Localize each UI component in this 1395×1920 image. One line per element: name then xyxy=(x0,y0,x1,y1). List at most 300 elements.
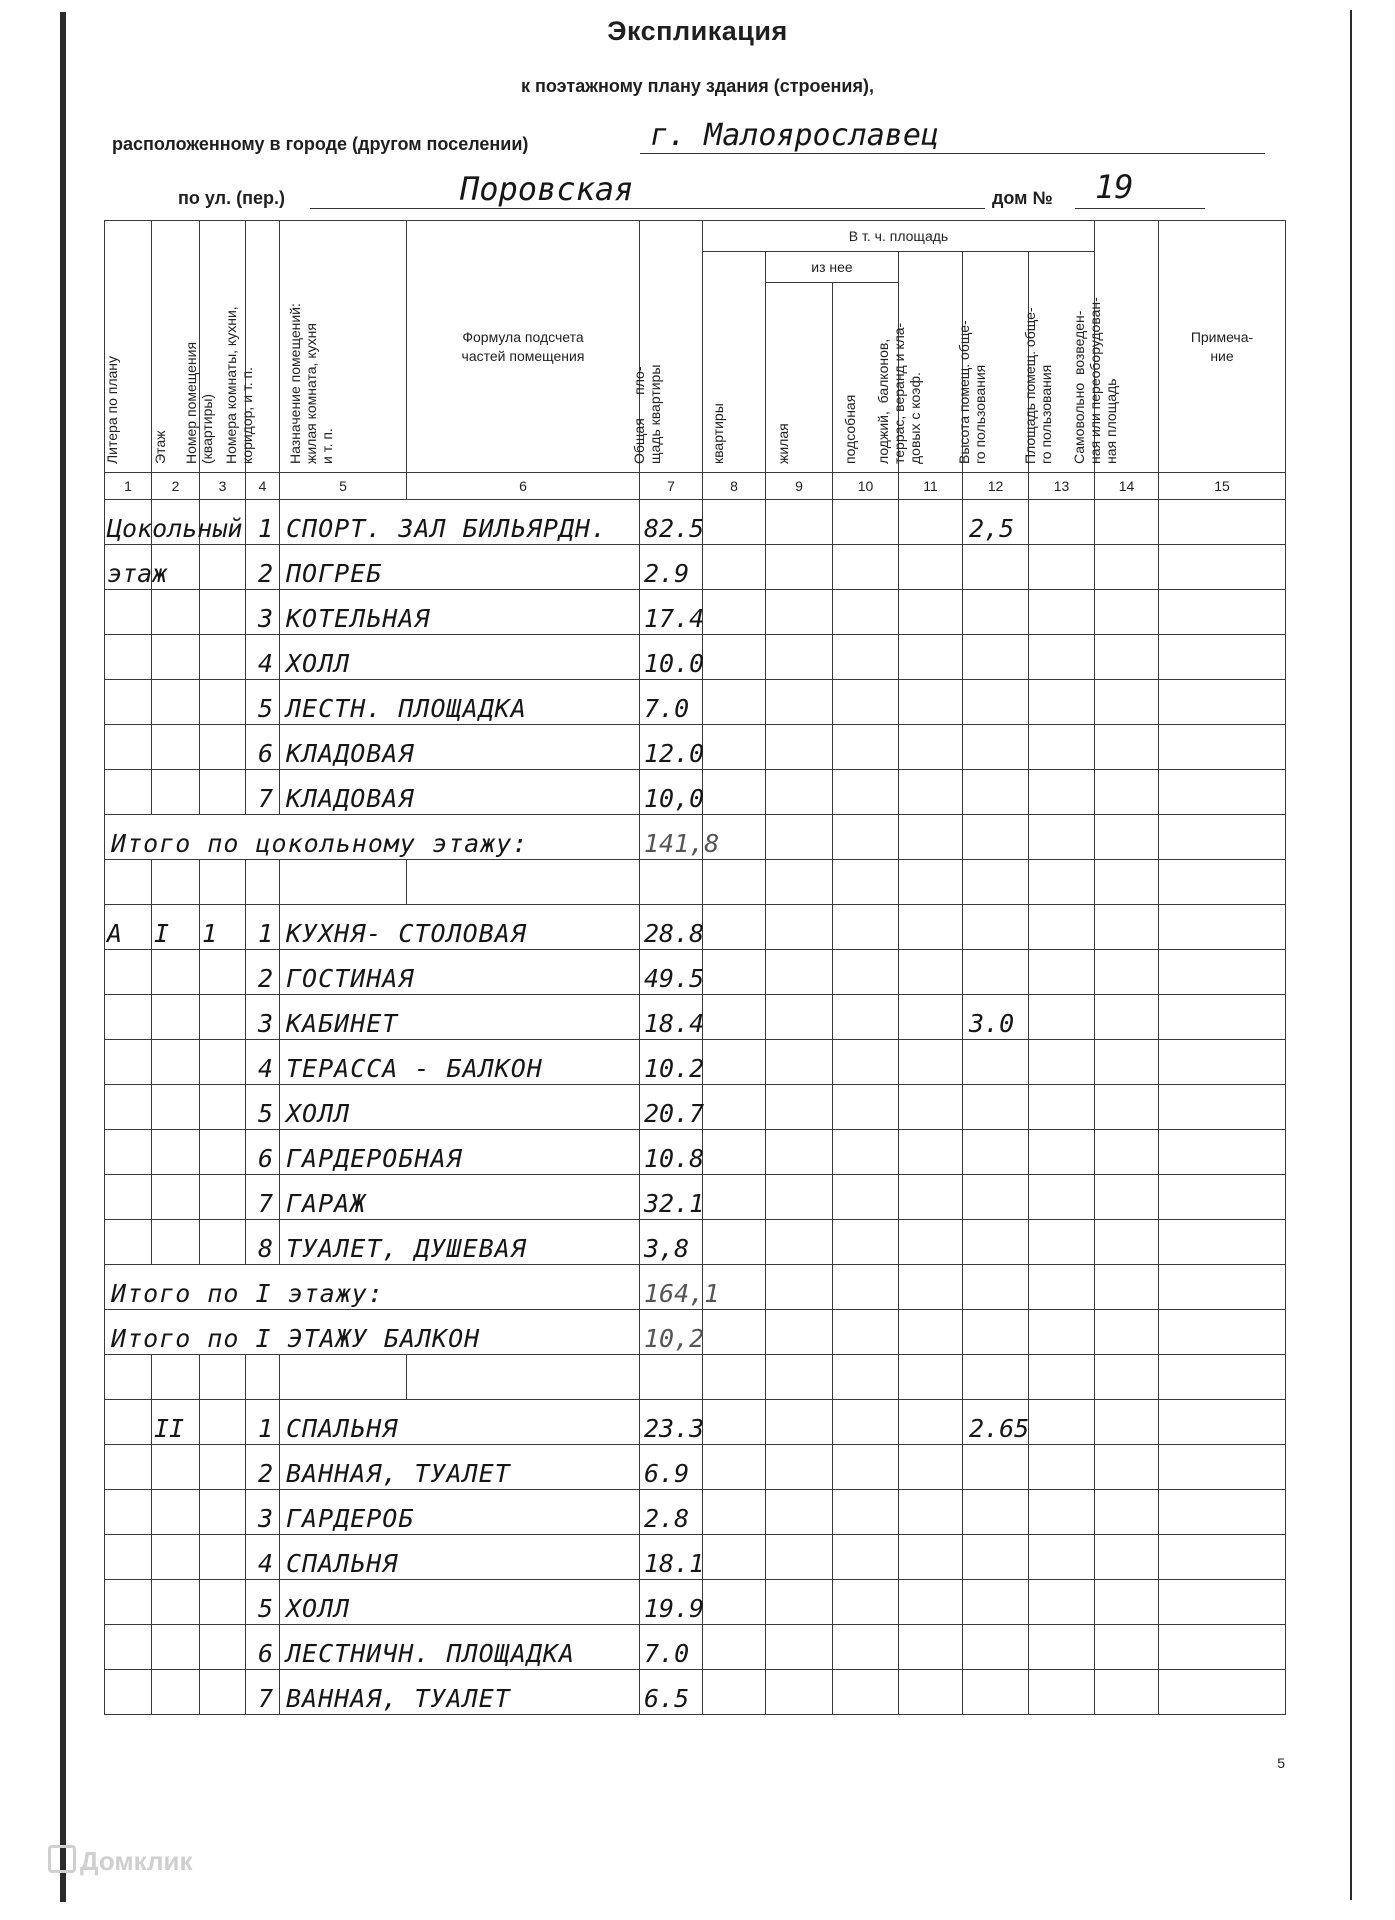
cell-literal: Цокольный xyxy=(105,500,152,545)
cell-height xyxy=(963,1040,1029,1085)
table-row xyxy=(105,1040,1286,1085)
empty-cell xyxy=(1159,635,1286,680)
city-label: расположенному в городе (другом поселении) xyxy=(112,134,529,154)
document-subtitle: к поэтажному плану здания (строения), xyxy=(521,76,874,96)
empty-cell xyxy=(1095,1400,1159,1445)
cell-apartment: 1 xyxy=(200,905,246,950)
col-header-2: Этаж xyxy=(152,221,200,473)
cell-total-area: 6.9 xyxy=(640,1445,703,1490)
cell-room-name: КЛАДОВАЯ xyxy=(280,725,640,770)
empty-cell xyxy=(899,1580,963,1625)
empty-cell xyxy=(833,1265,899,1310)
empty-cell xyxy=(152,860,200,905)
cell-height xyxy=(963,1175,1029,1220)
empty-cell xyxy=(1095,500,1159,545)
cell-floor xyxy=(152,1670,200,1715)
empty-cell xyxy=(1095,1535,1159,1580)
cell-height xyxy=(963,590,1029,635)
col-number-3: 3 xyxy=(200,473,246,500)
empty-cell xyxy=(1029,1535,1095,1580)
cell-apartment xyxy=(200,1400,246,1445)
empty-cell xyxy=(1159,770,1286,815)
empty-cell xyxy=(1095,1580,1159,1625)
empty-cell xyxy=(703,1220,766,1265)
empty-cell xyxy=(833,1130,899,1175)
cell-height xyxy=(963,1130,1029,1175)
cell-room-number: 1 xyxy=(246,905,280,950)
cell-room-name: ХОЛЛ xyxy=(280,1580,640,1625)
empty-cell xyxy=(1095,545,1159,590)
empty-cell xyxy=(1095,1040,1159,1085)
empty-cell xyxy=(899,995,963,1040)
empty-cell xyxy=(1095,590,1159,635)
cell-literal xyxy=(105,725,152,770)
empty-cell xyxy=(833,635,899,680)
empty-cell xyxy=(899,725,963,770)
cell-room-number: 6 xyxy=(246,1130,280,1175)
empty-cell xyxy=(833,1040,899,1085)
empty-cell xyxy=(1159,725,1286,770)
total-row xyxy=(105,815,1286,860)
cell-apartment xyxy=(200,725,246,770)
empty-cell xyxy=(1159,905,1286,950)
col-number-8: 8 xyxy=(703,473,766,500)
empty-cell xyxy=(1159,1625,1286,1670)
col-header-5: Назначение помещений: жилая комната, кухня и т. п. xyxy=(280,221,407,473)
empty-cell xyxy=(1029,500,1095,545)
empty-cell xyxy=(105,1355,152,1400)
cell-height xyxy=(963,1535,1029,1580)
table-row xyxy=(105,1535,1286,1580)
empty-cell xyxy=(899,1490,963,1535)
empty-cell xyxy=(833,860,899,905)
empty-cell xyxy=(833,725,899,770)
empty-cell xyxy=(766,590,833,635)
empty-cell xyxy=(766,1175,833,1220)
total-label: Итого по I этажу: xyxy=(105,1265,640,1310)
empty-cell xyxy=(1159,1175,1286,1220)
empty-cell xyxy=(1029,860,1095,905)
empty-cell xyxy=(280,1355,407,1400)
empty-cell xyxy=(703,1535,766,1580)
col-header-12: Высота помещ. обще- го пользования xyxy=(963,252,1029,473)
document-title: Экспликация xyxy=(607,16,788,46)
empty-cell xyxy=(899,1535,963,1580)
empty-cell xyxy=(899,1175,963,1220)
empty-cell xyxy=(200,860,246,905)
empty-cell xyxy=(1029,1400,1095,1445)
empty-cell xyxy=(1159,860,1286,905)
cell-literal xyxy=(105,1670,152,1715)
empty-cell xyxy=(1159,1535,1286,1580)
cell-room-number: 2 xyxy=(246,950,280,995)
cell-floor: I xyxy=(152,905,200,950)
cell-height xyxy=(963,1220,1029,1265)
empty-cell xyxy=(963,1310,1029,1355)
cell-apartment xyxy=(200,635,246,680)
cell-apartment xyxy=(200,1445,246,1490)
col-header-6: Формула подсчета частей помещения xyxy=(407,221,640,473)
cell-total-area: 10.8 xyxy=(640,1130,703,1175)
cell-floor xyxy=(152,1490,200,1535)
cell-literal xyxy=(105,1130,152,1175)
empty-cell xyxy=(1159,1220,1286,1265)
cell-height xyxy=(963,770,1029,815)
cell-apartment xyxy=(200,770,246,815)
table-row xyxy=(105,1130,1286,1175)
cell-literal xyxy=(105,1490,152,1535)
col-number-10: 10 xyxy=(833,473,899,500)
empty-cell xyxy=(766,1490,833,1535)
col-header-13: Площадь помещ. обще- го пользования xyxy=(1029,252,1095,473)
house-value: 19 xyxy=(1095,168,1134,206)
empty-cell xyxy=(833,1490,899,1535)
cell-literal xyxy=(105,680,152,725)
empty-cell xyxy=(899,1130,963,1175)
empty-cell xyxy=(1095,950,1159,995)
col-number-4: 4 xyxy=(246,473,280,500)
table-row xyxy=(105,590,1286,635)
cell-height xyxy=(963,1085,1029,1130)
empty-cell xyxy=(1159,680,1286,725)
cell-height xyxy=(963,680,1029,725)
cell-total-area: 49.5 xyxy=(640,950,703,995)
cell-literal xyxy=(105,1400,152,1445)
table-row xyxy=(105,1670,1286,1715)
cell-apartment xyxy=(200,995,246,1040)
cell-apartment xyxy=(200,1625,246,1670)
explication-table xyxy=(104,220,1286,1715)
watermark-logo-icon xyxy=(48,1845,76,1873)
empty-cell xyxy=(766,1400,833,1445)
col-number-15: 15 xyxy=(1159,473,1286,500)
empty-cell xyxy=(703,545,766,590)
col-header-1: Литера по плану xyxy=(105,221,152,473)
cell-height xyxy=(963,950,1029,995)
empty-cell xyxy=(1095,905,1159,950)
cell-room-number: 7 xyxy=(246,770,280,815)
empty-cell xyxy=(1029,590,1095,635)
empty-cell xyxy=(899,500,963,545)
empty-cell xyxy=(703,725,766,770)
cell-apartment xyxy=(200,1040,246,1085)
cell-room-name: ГОСТИНАЯ xyxy=(280,950,640,995)
empty-cell xyxy=(833,1580,899,1625)
empty-cell xyxy=(1095,635,1159,680)
empty-cell xyxy=(1029,1220,1095,1265)
cell-literal xyxy=(105,1175,152,1220)
empty-cell xyxy=(1159,545,1286,590)
empty-cell xyxy=(899,1265,963,1310)
cell-floor xyxy=(152,1040,200,1085)
table-row xyxy=(105,905,1286,950)
table-row xyxy=(105,1625,1286,1670)
cell-floor xyxy=(152,590,200,635)
empty-cell xyxy=(1029,1310,1095,1355)
cell-floor xyxy=(152,1625,200,1670)
col-number-1: 1 xyxy=(105,473,152,500)
cell-height: 2,5 xyxy=(963,500,1029,545)
cell-total-area: 23.3 xyxy=(640,1400,703,1445)
cell-room-name: СПАЛЬНЯ xyxy=(280,1400,640,1445)
cell-room-number: 1 xyxy=(246,500,280,545)
empty-cell xyxy=(766,815,833,860)
cell-room-name: ХОЛЛ xyxy=(280,1085,640,1130)
cell-room-name: ПОГРЕБ xyxy=(280,545,640,590)
col-group-header: В т. ч. площадь xyxy=(703,221,1095,252)
empty-cell xyxy=(833,1175,899,1220)
empty-cell xyxy=(833,680,899,725)
table-row xyxy=(105,1580,1286,1625)
empty-cell xyxy=(1095,1175,1159,1220)
cell-floor xyxy=(152,1085,200,1130)
empty-cell xyxy=(280,860,407,905)
empty-cell xyxy=(1029,545,1095,590)
empty-cell xyxy=(1029,1265,1095,1310)
empty-cell xyxy=(407,860,640,905)
cell-total-area: 7.0 xyxy=(640,680,703,725)
empty-cell xyxy=(1095,1445,1159,1490)
empty-cell xyxy=(766,860,833,905)
empty-cell xyxy=(1159,1130,1286,1175)
empty-cell xyxy=(1095,815,1159,860)
empty-cell xyxy=(766,1085,833,1130)
empty-cell xyxy=(640,860,703,905)
empty-cell xyxy=(1095,995,1159,1040)
table-row xyxy=(105,770,1286,815)
empty-cell xyxy=(1029,1130,1095,1175)
empty-cell xyxy=(1095,1355,1159,1400)
empty-cell xyxy=(833,1220,899,1265)
empty-cell xyxy=(766,1040,833,1085)
cell-literal xyxy=(105,1040,152,1085)
cell-floor xyxy=(152,1220,200,1265)
empty-cell xyxy=(899,815,963,860)
cell-literal xyxy=(105,950,152,995)
empty-cell xyxy=(1029,905,1095,950)
empty-cell xyxy=(1159,1490,1286,1535)
cell-floor xyxy=(152,1580,200,1625)
table-row xyxy=(105,725,1286,770)
empty-cell xyxy=(766,545,833,590)
empty-cell xyxy=(833,995,899,1040)
cell-room-number: 8 xyxy=(246,1220,280,1265)
col-number-6: 6 xyxy=(407,473,640,500)
empty-cell xyxy=(766,1535,833,1580)
cell-height xyxy=(963,1580,1029,1625)
empty-cell xyxy=(1095,1670,1159,1715)
empty-cell xyxy=(833,1535,899,1580)
cell-height xyxy=(963,905,1029,950)
total-area: 164,1 xyxy=(640,1265,703,1310)
empty-cell xyxy=(766,995,833,1040)
empty-cell xyxy=(833,950,899,995)
empty-cell xyxy=(703,1490,766,1535)
cell-total-area: 12.0 xyxy=(640,725,703,770)
empty-cell xyxy=(703,905,766,950)
total-label: Итого по цокольному этажу: xyxy=(105,815,640,860)
cell-total-area: 10.0 xyxy=(640,635,703,680)
empty-cell xyxy=(1095,770,1159,815)
cell-height xyxy=(963,545,1029,590)
empty-cell xyxy=(833,590,899,635)
empty-cell xyxy=(1029,1040,1095,1085)
empty-cell xyxy=(703,1040,766,1085)
cell-floor xyxy=(152,680,200,725)
empty-cell xyxy=(200,1355,246,1400)
col-number-9: 9 xyxy=(766,473,833,500)
empty-cell xyxy=(766,680,833,725)
empty-cell xyxy=(1159,1400,1286,1445)
empty-cell xyxy=(899,770,963,815)
empty-cell xyxy=(1029,1445,1095,1490)
empty-cell xyxy=(833,1310,899,1355)
cell-room-number: 3 xyxy=(246,590,280,635)
cell-apartment xyxy=(200,545,246,590)
cell-height xyxy=(963,635,1029,680)
empty-cell xyxy=(899,1670,963,1715)
cell-literal: А xyxy=(105,905,152,950)
cell-room-name: ХОЛЛ xyxy=(280,635,640,680)
empty-cell xyxy=(1029,1670,1095,1715)
empty-cell xyxy=(899,1625,963,1670)
empty-cell xyxy=(766,1310,833,1355)
total-area: 10,2 xyxy=(640,1310,703,1355)
empty-cell xyxy=(1095,1310,1159,1355)
empty-cell xyxy=(833,545,899,590)
cell-room-name: ГАРДЕРОБ xyxy=(280,1490,640,1535)
empty-cell xyxy=(899,1445,963,1490)
cell-height: 2.65 xyxy=(963,1400,1029,1445)
cell-room-name: КУХНЯ- СТОЛОВАЯ xyxy=(280,905,640,950)
empty-cell xyxy=(1159,1445,1286,1490)
empty-cell xyxy=(703,1085,766,1130)
empty-cell xyxy=(1029,1355,1095,1400)
col-header-3: Номер помещения (квартиры) xyxy=(200,221,246,473)
empty-cell xyxy=(703,1445,766,1490)
cell-room-number: 4 xyxy=(246,635,280,680)
empty-cell xyxy=(152,1355,200,1400)
empty-cell xyxy=(899,1085,963,1130)
table-body xyxy=(105,500,1286,1715)
cell-floor xyxy=(152,1445,200,1490)
cell-literal xyxy=(105,1220,152,1265)
empty-cell xyxy=(1029,725,1095,770)
cell-total-area: 82.5 xyxy=(640,500,703,545)
col-subgroup-header: из нее xyxy=(766,252,899,283)
cell-total-area: 20.7 xyxy=(640,1085,703,1130)
table-row xyxy=(105,635,1286,680)
empty-cell xyxy=(703,1400,766,1445)
empty-cell xyxy=(703,1625,766,1670)
empty-cell xyxy=(963,1355,1029,1400)
empty-cell xyxy=(963,1265,1029,1310)
cell-room-name: КОТЕЛЬНАЯ xyxy=(280,590,640,635)
empty-cell xyxy=(766,500,833,545)
empty-cell xyxy=(703,1670,766,1715)
empty-cell xyxy=(833,1625,899,1670)
table-row xyxy=(105,680,1286,725)
cell-room-number: 6 xyxy=(246,725,280,770)
cell-room-name: ГАРДЕРОБНАЯ xyxy=(280,1130,640,1175)
house-label: дом № xyxy=(992,188,1053,208)
empty-cell xyxy=(1095,1265,1159,1310)
col-header-11: лоджий, балконов, террас, веранд и кла- довых с коэф. xyxy=(899,252,963,473)
cell-apartment xyxy=(200,590,246,635)
scan-edge-right xyxy=(1350,10,1352,1900)
empty-cell xyxy=(766,950,833,995)
empty-cell xyxy=(833,1085,899,1130)
cell-room-name: ВАННАЯ, ТУАЛЕТ xyxy=(280,1670,640,1715)
cell-total-area: 2.8 xyxy=(640,1490,703,1535)
empty-cell xyxy=(766,770,833,815)
empty-cell xyxy=(1029,950,1095,995)
cell-room-name: КАБИНЕТ xyxy=(280,995,640,1040)
blank-row xyxy=(105,860,1286,905)
empty-cell xyxy=(1159,1670,1286,1715)
empty-cell xyxy=(1159,1355,1286,1400)
empty-cell xyxy=(766,1445,833,1490)
empty-cell xyxy=(899,860,963,905)
empty-cell xyxy=(833,905,899,950)
col-number-2: 2 xyxy=(152,473,200,500)
table-row xyxy=(105,1400,1286,1445)
empty-cell xyxy=(1029,1580,1095,1625)
table-row xyxy=(105,1445,1286,1490)
empty-cell xyxy=(703,1580,766,1625)
cell-literal xyxy=(105,590,152,635)
empty-cell xyxy=(407,1355,640,1400)
cell-apartment xyxy=(200,1220,246,1265)
cell-literal xyxy=(105,1535,152,1580)
col-number-12: 12 xyxy=(963,473,1029,500)
cell-apartment xyxy=(200,950,246,995)
empty-cell xyxy=(1159,1265,1286,1310)
page-number: 5 xyxy=(1277,1755,1285,1771)
empty-cell xyxy=(1159,815,1286,860)
empty-cell xyxy=(766,1355,833,1400)
col-header-14: Самовольно возведен- ная или переоборудован- ная площадь xyxy=(1095,221,1159,473)
empty-cell xyxy=(766,635,833,680)
col-number-5: 5 xyxy=(280,473,407,500)
table-row xyxy=(105,1085,1286,1130)
table-row xyxy=(105,545,1286,590)
cell-room-name: ГАРАЖ xyxy=(280,1175,640,1220)
cell-room-name: ЛЕСТН. ПЛОЩАДКА xyxy=(280,680,640,725)
empty-cell xyxy=(105,860,152,905)
empty-cell xyxy=(899,950,963,995)
col-number-11: 11 xyxy=(899,473,963,500)
empty-cell xyxy=(899,905,963,950)
cell-floor xyxy=(152,1130,200,1175)
empty-cell xyxy=(833,815,899,860)
cell-room-number: 7 xyxy=(246,1175,280,1220)
table-row xyxy=(105,1220,1286,1265)
empty-cell xyxy=(1159,1040,1286,1085)
city-underline xyxy=(640,153,1265,154)
empty-cell xyxy=(1029,1490,1095,1535)
cell-height xyxy=(963,1445,1029,1490)
cell-total-area: 7.0 xyxy=(640,1625,703,1670)
cell-apartment xyxy=(200,680,246,725)
cell-literal xyxy=(105,995,152,1040)
empty-cell xyxy=(1095,1130,1159,1175)
empty-cell xyxy=(1029,770,1095,815)
empty-cell xyxy=(766,905,833,950)
empty-cell xyxy=(1159,1580,1286,1625)
empty-cell xyxy=(1095,1625,1159,1670)
empty-cell xyxy=(703,590,766,635)
